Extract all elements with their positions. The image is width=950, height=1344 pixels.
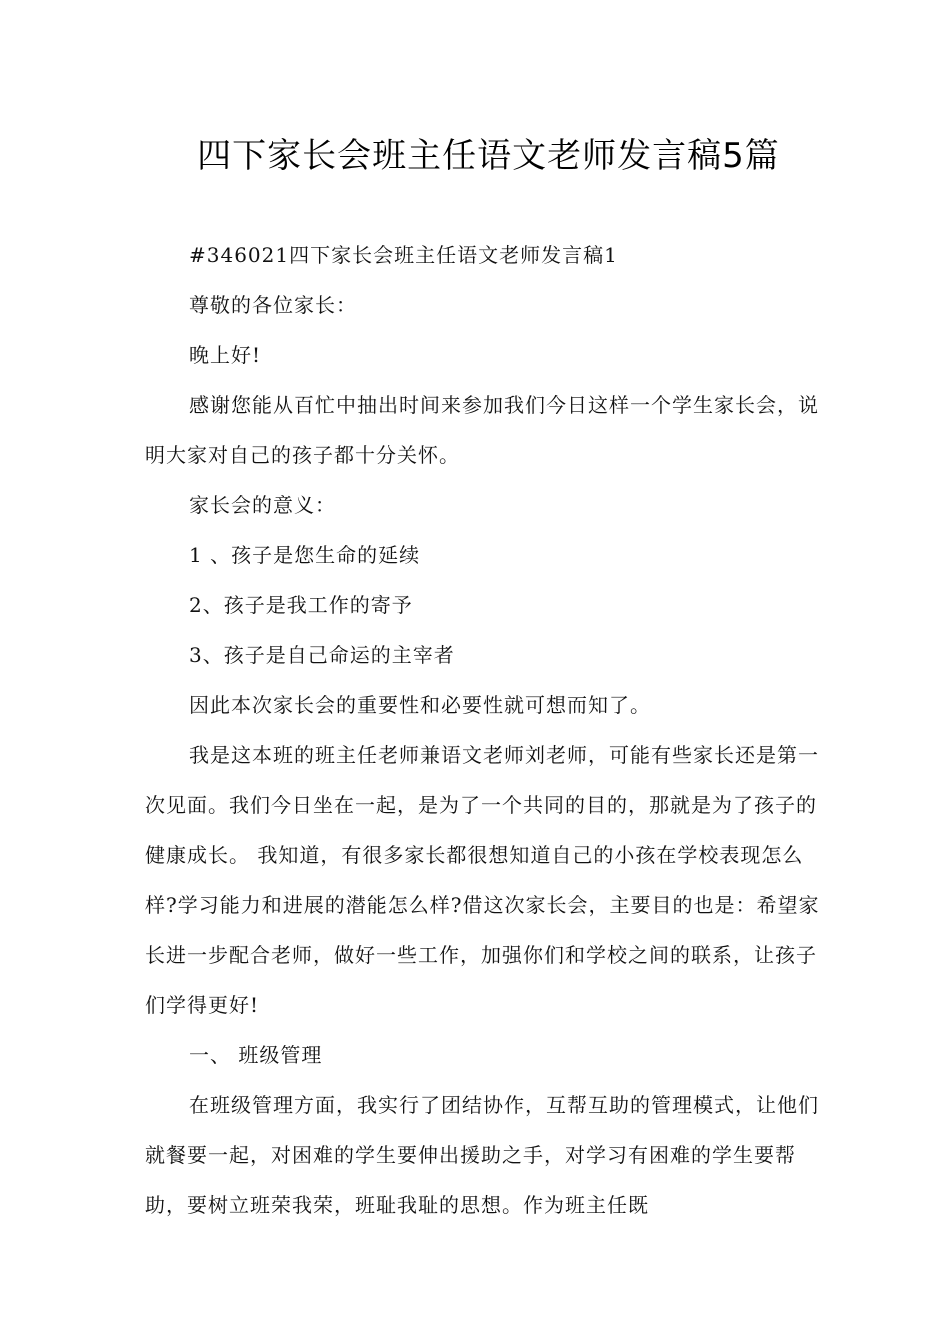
paragraph: 我是这本班的班主任老师兼语文老师刘老师，可能有些家长还是第一次见面。我们今日坐在一起，是为了一个共同的目的，那就是为了孩子的健康成长。 我知道，有很多家长都很想知道自己的小孩在学校表现怎么样?学习能力和进展的潜能怎么样?借这次家长会，主要目的也是：希望家长进一步配合老师，做好一些工作，加强你们和学校之间的联系，让孩子们学得更好!	[145, 743, 820, 1017]
paragraph: 因此本次家长会的重要性和必要性就可想而知了。	[189, 693, 651, 717]
paragraph: 晚上好!	[189, 343, 262, 367]
document-title: 四下家长会班主任语文老师发言稿5篇	[197, 136, 780, 176]
paragraph: 感谢您能从百忙中抽出时间来参加我们今日这样一个学生家长会，说明大家对自己的孩子都十分关怀。	[145, 393, 819, 467]
section-heading: 一、 班级管理	[189, 1043, 323, 1067]
paragraph: 家长会的意义：	[189, 493, 336, 517]
list-item: 2、孩子是我工作的寄予	[189, 593, 413, 617]
list-item: 1 、孩子是您生命的延续	[189, 543, 421, 567]
list-item: 3、孩子是自己命运的主宰者	[189, 643, 455, 667]
paragraph: 在班级管理方面，我实行了团结协作，互帮互助的管理模式，让他们就餐要一起，对困难的学生要伸出援助之手，对学习有困难的学生要帮助，要树立班荣我荣，班耻我耻的思想。作为班主任既	[145, 1093, 819, 1217]
paragraph: 尊敬的各位家长：	[189, 293, 357, 317]
document-body	[145, 230, 820, 1230]
paragraph: #346021四下家长会班主任语文老师发言稿1	[189, 243, 618, 267]
